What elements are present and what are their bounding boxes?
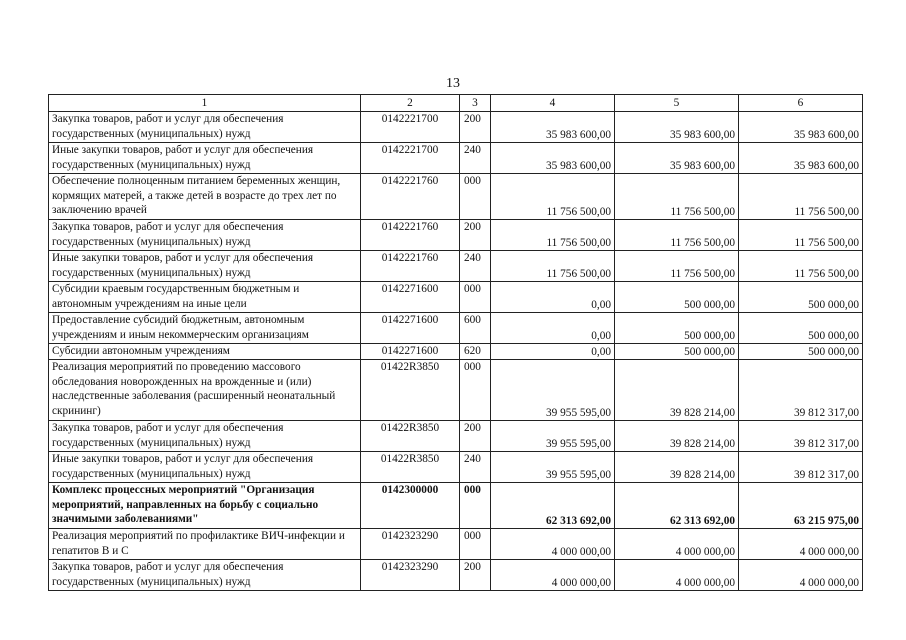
row-value-3-cell: 500 000,00 bbox=[739, 313, 863, 344]
budget-table bbox=[48, 94, 863, 591]
table-row bbox=[49, 483, 863, 529]
row-name-cell: Закупка товаров, работ и услуг для обеспечения государственных (муниципальных) нужд bbox=[49, 220, 361, 251]
row-value-2-cell: 500 000,00 bbox=[615, 344, 739, 360]
row-value-3-cell: 11 756 500,00 bbox=[739, 220, 863, 251]
header-cell-3: 3 bbox=[460, 95, 491, 112]
row-type-cell: 600 bbox=[460, 313, 491, 344]
row-value-2-cell: 11 756 500,00 bbox=[615, 251, 739, 282]
row-type-cell: 000 bbox=[460, 360, 491, 421]
row-code-cell: 0142271600 bbox=[361, 344, 460, 360]
row-code-cell: 01422R3850 bbox=[361, 452, 460, 483]
row-name-cell: Комплекс процессных мероприятий "Организация мероприятий, направленных на борьбу с социально значимыми заболеваниями" bbox=[49, 483, 361, 529]
row-value-3-cell: 35 983 600,00 bbox=[739, 143, 863, 174]
row-value-1-cell: 39 955 595,00 bbox=[491, 421, 615, 452]
table-row bbox=[49, 282, 863, 313]
row-code-cell: 0142221700 bbox=[361, 112, 460, 143]
row-code-cell: 0142221700 bbox=[361, 143, 460, 174]
row-name-cell: Иные закупки товаров, работ и услуг для обеспечения государственных (муниципальных) нужд bbox=[49, 143, 361, 174]
row-type-cell: 200 bbox=[460, 421, 491, 452]
row-code-cell: 0142323290 bbox=[361, 560, 460, 591]
table-row bbox=[49, 360, 863, 421]
table-row bbox=[49, 174, 863, 220]
row-value-2-cell: 4 000 000,00 bbox=[615, 529, 739, 560]
header-cell-5: 5 bbox=[615, 95, 739, 112]
row-name-cell: Обеспечение полноценным питанием беременных женщин, кормящих матерей, а также детей в возрасте до трех лет по заключению врачей bbox=[49, 174, 361, 220]
row-name-cell: Субсидии краевым государственным бюджетным и автономным учреждениям на иные цели bbox=[49, 282, 361, 313]
row-value-3-cell: 500 000,00 bbox=[739, 344, 863, 360]
row-code-cell: 01422R3850 bbox=[361, 360, 460, 421]
row-value-3-cell: 4 000 000,00 bbox=[739, 529, 863, 560]
row-value-3-cell: 4 000 000,00 bbox=[739, 560, 863, 591]
row-code-cell: 0142221760 bbox=[361, 174, 460, 220]
row-value-2-cell: 35 983 600,00 bbox=[615, 143, 739, 174]
header-cell-2: 2 bbox=[361, 95, 460, 112]
table-row bbox=[49, 560, 863, 591]
row-code-cell: 0142221760 bbox=[361, 220, 460, 251]
row-type-cell: 200 bbox=[460, 220, 491, 251]
row-value-3-cell: 39 812 317,00 bbox=[739, 452, 863, 483]
row-value-1-cell: 39 955 595,00 bbox=[491, 360, 615, 421]
row-value-2-cell: 62 313 692,00 bbox=[615, 483, 739, 529]
row-value-1-cell: 4 000 000,00 bbox=[491, 529, 615, 560]
row-name-cell: Предоставление субсидий бюджетным, автономным учреждениям и иным некоммерческим организациям bbox=[49, 313, 361, 344]
row-value-3-cell: 39 812 317,00 bbox=[739, 421, 863, 452]
row-name-cell: Реализация мероприятий по проведению массового обследования новорожденных на врожденные и (или) наследственные заболевания (расширенный неонатальный скрининг) bbox=[49, 360, 361, 421]
row-code-cell: 0142271600 bbox=[361, 313, 460, 344]
row-type-cell: 000 bbox=[460, 282, 491, 313]
row-name-cell: Субсидии автономным учреждениям bbox=[49, 344, 361, 360]
row-type-cell: 000 bbox=[460, 529, 491, 560]
row-value-1-cell: 39 955 595,00 bbox=[491, 452, 615, 483]
table-row bbox=[49, 344, 863, 360]
table-row bbox=[49, 452, 863, 483]
row-value-2-cell: 39 828 214,00 bbox=[615, 452, 739, 483]
row-value-2-cell: 4 000 000,00 bbox=[615, 560, 739, 591]
row-value-3-cell: 11 756 500,00 bbox=[739, 174, 863, 220]
row-type-cell: 000 bbox=[460, 174, 491, 220]
table-row bbox=[49, 112, 863, 143]
row-value-2-cell: 11 756 500,00 bbox=[615, 220, 739, 251]
table-row bbox=[49, 421, 863, 452]
row-value-3-cell: 500 000,00 bbox=[739, 282, 863, 313]
row-code-cell: 0142323290 bbox=[361, 529, 460, 560]
table-row bbox=[49, 143, 863, 174]
row-name-cell: Иные закупки товаров, работ и услуг для обеспечения государственных (муниципальных) нужд bbox=[49, 251, 361, 282]
row-value-2-cell: 35 983 600,00 bbox=[615, 112, 739, 143]
row-value-3-cell: 39 812 317,00 bbox=[739, 360, 863, 421]
row-name-cell: Закупка товаров, работ и услуг для обеспечения государственных (муниципальных) нужд bbox=[49, 112, 361, 143]
row-value-1-cell: 35 983 600,00 bbox=[491, 112, 615, 143]
row-name-cell: Иные закупки товаров, работ и услуг для обеспечения государственных (муниципальных) нужд bbox=[49, 452, 361, 483]
row-type-cell: 240 bbox=[460, 251, 491, 282]
row-value-1-cell: 11 756 500,00 bbox=[491, 251, 615, 282]
row-value-1-cell: 62 313 692,00 bbox=[491, 483, 615, 529]
table-row bbox=[49, 251, 863, 282]
row-type-cell: 620 bbox=[460, 344, 491, 360]
row-value-3-cell: 63 215 975,00 bbox=[739, 483, 863, 529]
row-value-1-cell: 35 983 600,00 bbox=[491, 143, 615, 174]
row-name-cell: Закупка товаров, работ и услуг для обеспечения государственных (муниципальных) нужд bbox=[49, 560, 361, 591]
row-type-cell: 240 bbox=[460, 143, 491, 174]
row-code-cell: 0142300000 bbox=[361, 483, 460, 529]
row-value-3-cell: 35 983 600,00 bbox=[739, 112, 863, 143]
table-header-row bbox=[49, 95, 863, 112]
header-cell-4: 4 bbox=[491, 95, 615, 112]
row-type-cell: 240 bbox=[460, 452, 491, 483]
row-value-1-cell: 11 756 500,00 bbox=[491, 220, 615, 251]
page-number: 13 bbox=[446, 76, 460, 91]
row-value-2-cell: 39 828 214,00 bbox=[615, 421, 739, 452]
row-value-1-cell: 4 000 000,00 bbox=[491, 560, 615, 591]
row-value-1-cell: 0,00 bbox=[491, 282, 615, 313]
row-type-cell: 200 bbox=[460, 560, 491, 591]
row-value-2-cell: 39 828 214,00 bbox=[615, 360, 739, 421]
table-row bbox=[49, 529, 863, 560]
row-value-3-cell: 11 756 500,00 bbox=[739, 251, 863, 282]
row-code-cell: 0142271600 bbox=[361, 282, 460, 313]
row-type-cell: 000 bbox=[460, 483, 491, 529]
header-cell-6: 6 bbox=[739, 95, 863, 112]
row-value-1-cell: 0,00 bbox=[491, 313, 615, 344]
row-code-cell: 0142221760 bbox=[361, 251, 460, 282]
row-name-cell: Реализация мероприятий по профилактике ВИЧ-инфекции и гепатитов В и С bbox=[49, 529, 361, 560]
header-cell-1: 1 bbox=[49, 95, 361, 112]
row-value-2-cell: 11 756 500,00 bbox=[615, 174, 739, 220]
row-value-1-cell: 0,00 bbox=[491, 344, 615, 360]
table-row bbox=[49, 313, 863, 344]
row-code-cell: 01422R3850 bbox=[361, 421, 460, 452]
row-type-cell: 200 bbox=[460, 112, 491, 143]
row-name-cell: Закупка товаров, работ и услуг для обеспечения государственных (муниципальных) нужд bbox=[49, 421, 361, 452]
row-value-2-cell: 500 000,00 bbox=[615, 313, 739, 344]
table-row bbox=[49, 220, 863, 251]
row-value-2-cell: 500 000,00 bbox=[615, 282, 739, 313]
row-value-1-cell: 11 756 500,00 bbox=[491, 174, 615, 220]
